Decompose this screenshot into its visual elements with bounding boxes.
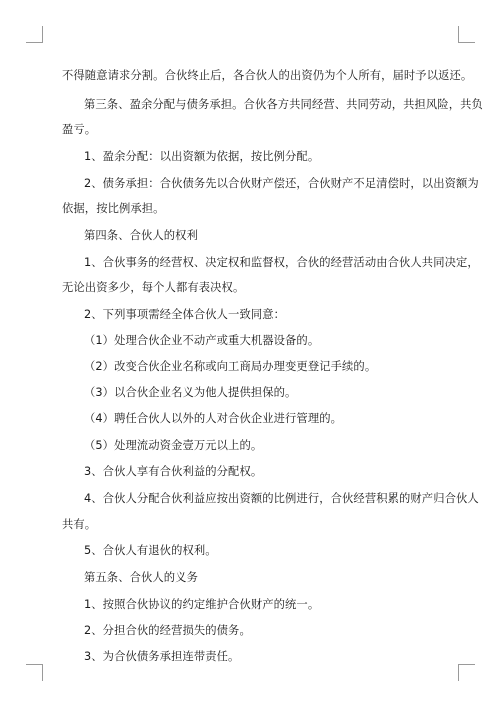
list-item: 1、盈余分配：以出资额为依据，按比例分配。: [84, 150, 320, 163]
list-item: 3、合伙人享有合伙利益的分配权。: [84, 465, 263, 478]
crop-mark-bottom-right: [458, 664, 475, 681]
list-item: 1、按照合伙协议的约定维护合伙财产的统一。: [84, 598, 320, 611]
list-item: 2、债务承担：合伙债务先以合伙财产偿还，合伙财产不足清偿时，以出资额为: [84, 177, 479, 190]
section-heading-article-3: 第三条、盈余分配与债务承担。合伙各方共同经营、共同劳动，共担风险，共负: [84, 98, 483, 111]
sub-list-item: （3）以合伙企业名义为他人提供担保的。: [84, 386, 297, 399]
text-line: 无论出资多少，每个人都有表决权。: [62, 281, 245, 294]
list-item: 1、合伙事务的经营权、决定权和监督权，合伙的经营活动由合伙人共同决定，: [84, 256, 479, 269]
text-line: 依据，按比例承担。: [62, 202, 165, 215]
list-item: 5、合伙人有退伙的权利。: [84, 544, 217, 557]
list-item: 3、为合伙债务承担连带责任。: [84, 650, 240, 663]
section-heading-article-4: 第四条、合伙人的权利: [84, 229, 198, 242]
list-item: 2、分担合伙的经营损失的债务。: [84, 624, 251, 637]
section-heading-article-5: 第五条、合伙人的义务: [84, 571, 198, 584]
crop-mark-bottom-left: [26, 664, 43, 681]
crop-mark-top-left: [26, 26, 43, 43]
text-line: 共有。: [62, 518, 97, 531]
sub-list-item: （5）处理流动资金壹万元以上的。: [84, 439, 263, 452]
crop-mark-top-right: [458, 26, 475, 43]
text-line: 不得随意请求分割。合伙终止后，各合伙人的出资仍为个人所有，届时予以返还。: [62, 69, 473, 82]
list-item: 2、下列事项需经全体合伙人一致同意：: [84, 308, 286, 321]
list-item: 4、合伙人分配合伙利益应按出资额的比例进行，合伙经营积累的财产归合伙人: [84, 492, 479, 505]
text-line: 盈亏。: [62, 123, 97, 136]
sub-list-item: （2）改变合伙企业名称或向工商局办理变更登记手续的。: [84, 360, 377, 373]
sub-list-item: （1）处理合伙企业不动产或重大机器设备的。: [84, 334, 320, 347]
sub-list-item: （4）聘任合伙人以外的人对合伙企业进行管理的。: [84, 412, 343, 425]
